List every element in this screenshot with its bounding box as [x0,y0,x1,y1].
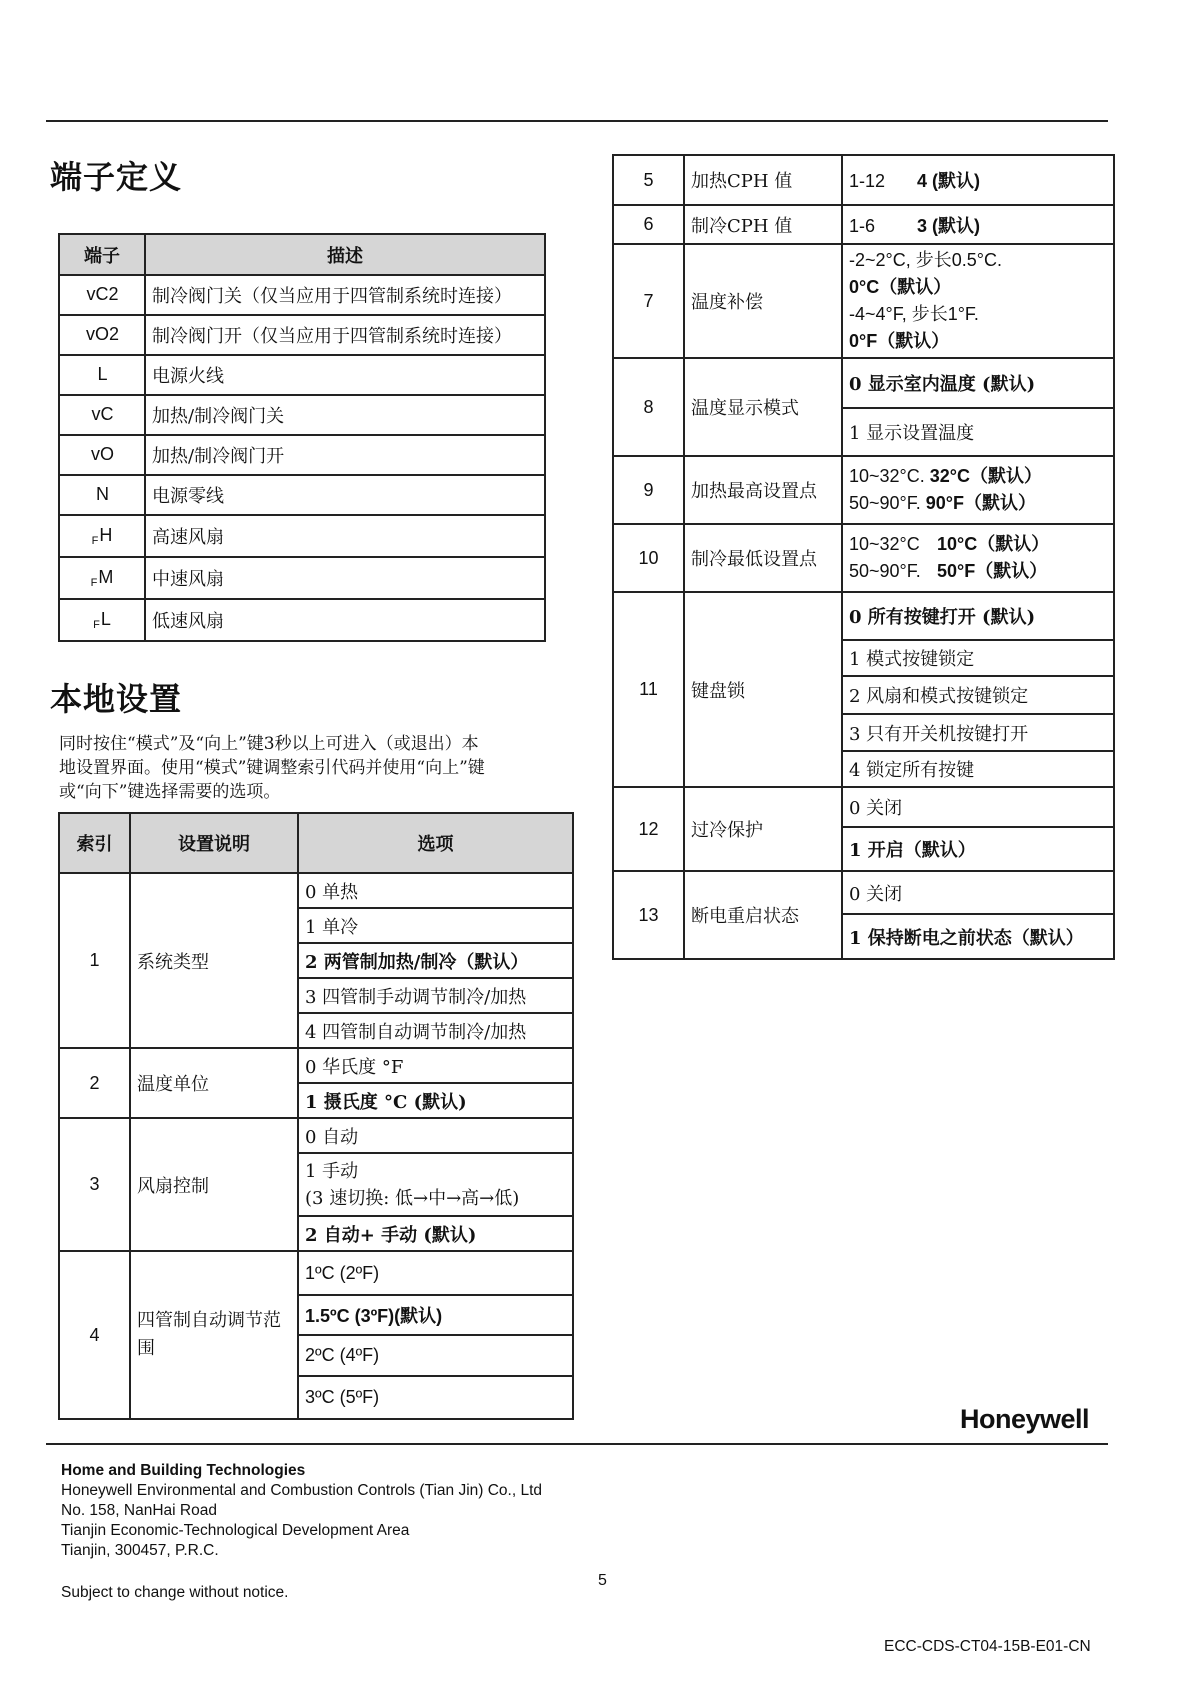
settings-header-index: 索引 [59,813,130,873]
setting-index: 11 [613,592,684,787]
terminal-header-code: 端子 [59,234,145,275]
footer-notice: Subject to change without notice. [61,1584,289,1601]
page-number: 5 [598,1572,607,1589]
setting-option: 2 风扇和模式按键锁定 [842,676,1114,714]
terminal-code: vC2 [59,275,145,315]
local-intro: 同时按住“模式”及“向上”键3秒以上可进入（或退出）本 地设置界面。使用“模式”键调整索引代码并使用“向上”键 或“向下”键选择需要的选项。 [59,734,485,802]
footer-company: Honeywell Environmental and Combustion Controls (Tian Jin) Co., Ltd [61,1482,543,1499]
setting-index: 2 [59,1048,130,1118]
setting-index: 4 [59,1251,130,1419]
setting-name: 断电重启状态 [684,871,842,959]
terminal-code: vO2 [59,315,145,355]
setting-option: 0 关闭 [842,787,1114,827]
setting-option-default: 2 自动+ 手动 (默认) [298,1216,573,1251]
terminal-header-desc: 描述 [145,234,545,275]
terminal-code: $_F$L [59,599,145,641]
footer-street: No. 158, NanHai Road [61,1502,217,1519]
setting-option-default: 0 所有按键打开 (默认) [842,592,1114,640]
settings-header-name: 设置说明 [130,813,298,873]
setting-option: 1-12 4 (默认) [842,155,1114,205]
setting-option: 10~32°C 10°C（默认） 50~90°F. 50°F（默认） [842,524,1114,592]
setting-option-default: 1.5ºC (3ºF)(默认) [298,1295,573,1335]
setting-option: 10~32°C. 32°C（默认） 50~90°F. 90°F（默认） [842,456,1114,524]
setting-index: 9 [613,456,684,524]
setting-name: 加热CPH 值 [684,155,842,205]
footer-city: Tianjin, 300457, P.R.C. [61,1542,219,1559]
terminal-desc: 制冷阀门开（仅当应用于四管制系统时连接） [145,315,545,355]
terminal-desc: 加热/制冷阀门开 [145,435,545,475]
terminal-desc: 电源零线 [145,475,545,515]
setting-index: 10 [613,524,684,592]
setting-name: 加热最高设置点 [684,456,842,524]
terminal-desc: 低速风扇 [145,599,545,641]
setting-index: 12 [613,787,684,871]
setting-name: 过冷保护 [684,787,842,871]
setting-option-default: 2 两管制加热/制冷（默认） [298,943,573,978]
setting-option: 3 四管制手动调节制冷/加热 [298,978,573,1013]
setting-option: 4 四管制自动调节制冷/加热 [298,1013,573,1048]
top-rule [46,120,1108,122]
setting-option-default: 0 显示室内温度 (默认) [842,358,1114,408]
setting-option: 1ºC (2ºF) [298,1251,573,1295]
terminal-desc: 电源火线 [145,355,545,395]
setting-option: 0 关闭 [842,871,1114,914]
settings-table-right [612,154,1115,960]
setting-name: 温度单位 [130,1048,298,1118]
setting-option: 0 单热 [298,873,573,908]
bottom-rule [46,1443,1108,1445]
setting-option: 0 华氏度 °F [298,1048,573,1083]
terminal-desc: 高速风扇 [145,515,545,557]
setting-name: 键盘锁 [684,592,842,787]
honeywell-logo: Honeywell [960,1404,1090,1434]
setting-option: 3ºC (5ºF) [298,1376,573,1419]
terminal-code: vC [59,395,145,435]
terminal-code: L [59,355,145,395]
setting-option: 0 自动 [298,1118,573,1153]
terminal-code: vO [59,435,145,475]
setting-index: 7 [613,244,684,358]
setting-name: 风扇控制 [130,1118,298,1251]
setting-option: 1 显示设置温度 [842,408,1114,456]
terminal-section-title: 端子定义 [50,158,183,196]
setting-name: 制冷最低设置点 [684,524,842,592]
settings-header-options: 选项 [298,813,573,873]
terminal-desc: 制冷阀门关（仅当应用于四管制系统时连接） [145,275,545,315]
setting-option-default: 1 保持断电之前状态（默认） [842,914,1114,959]
terminal-code: $_F$H [59,515,145,557]
setting-option-default: 1 摄氏度 °C (默认) [298,1083,573,1118]
local-section-title: 本地设置 [50,680,183,718]
setting-name: 四管制自动调节范围 [130,1251,298,1419]
setting-index: 3 [59,1118,130,1251]
terminal-desc: 中速风扇 [145,557,545,599]
setting-index: 5 [613,155,684,205]
document-code: ECC-CDS-CT04-15B-E01-CN [884,1638,1091,1655]
setting-name: 温度补偿 [684,244,842,358]
footer-address [61,1461,661,1561]
setting-option: 2ºC (4ºF) [298,1335,573,1376]
setting-index: 8 [613,358,684,456]
terminal-table [58,233,546,642]
setting-option: 1 模式按键锁定 [842,640,1114,676]
setting-option: 1 手动 (3 速切换: 低→中→高→低) [298,1153,573,1216]
setting-name: 制冷CPH 值 [684,205,842,244]
setting-option: 3 只有开关机按键打开 [842,714,1114,751]
terminal-code: $_F$M [59,557,145,599]
setting-option: -2~2°C, 步长0.5°C. 0°C（默认） -4~4°F, 步长1°F. 0°F（默认） [842,244,1114,358]
terminal-code: N [59,475,145,515]
setting-index: 1 [59,873,130,1048]
setting-name: 温度显示模式 [684,358,842,456]
setting-index: 13 [613,871,684,959]
setting-name: 系统类型 [130,873,298,1048]
setting-option: 1 单冷 [298,908,573,943]
settings-table-left [58,812,574,1420]
setting-index: 6 [613,205,684,244]
setting-option: 4 锁定所有按键 [842,751,1114,787]
footer-division: Home and Building Technologies [61,1462,306,1479]
setting-option-default: 1 开启（默认） [842,827,1114,871]
footer-area: Tianjin Economic-Technological Development Area [61,1522,410,1539]
setting-option: 1-6 3 (默认) [842,205,1114,244]
terminal-desc: 加热/制冷阀门关 [145,395,545,435]
